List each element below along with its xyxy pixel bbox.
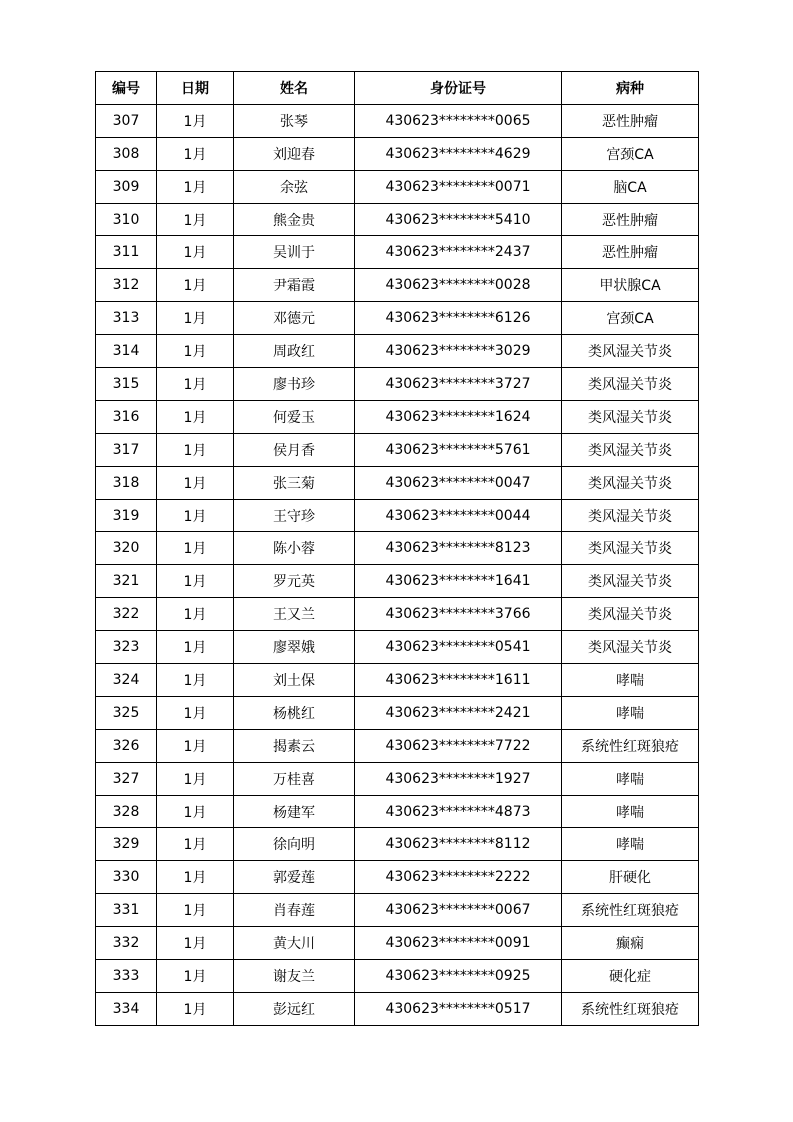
table-row <box>96 565 699 598</box>
cell-id-number: 430623********3766 <box>355 598 562 631</box>
cell-disease: 系统性红斑狼疮 <box>562 992 699 1025</box>
table-row <box>96 368 699 401</box>
cell-name: 尹霜霞 <box>234 269 355 302</box>
cell-date: 1月 <box>157 861 234 894</box>
cell-date: 1月 <box>157 664 234 697</box>
cell-id-number: 430623********3727 <box>355 368 562 401</box>
cell-name: 彭远红 <box>234 992 355 1025</box>
cell-date: 1月 <box>157 795 234 828</box>
cell-id-number: 430623********2437 <box>355 236 562 269</box>
cell-name: 熊金贵 <box>234 203 355 236</box>
table-row <box>96 960 699 993</box>
cell-date: 1月 <box>157 828 234 861</box>
cell-id-number: 430623********0517 <box>355 992 562 1025</box>
cell-number: 309 <box>96 170 157 203</box>
cell-id-number: 430623********0065 <box>355 104 562 137</box>
cell-date: 1月 <box>157 203 234 236</box>
cell-name: 张琴 <box>234 104 355 137</box>
cell-number: 315 <box>96 368 157 401</box>
table-row <box>96 433 699 466</box>
cell-id-number: 430623********5410 <box>355 203 562 236</box>
cell-disease: 宫颈CA <box>562 137 699 170</box>
cell-date: 1月 <box>157 433 234 466</box>
cell-date: 1月 <box>157 302 234 335</box>
cell-id-number: 430623********2222 <box>355 861 562 894</box>
table-row <box>96 236 699 269</box>
table-row <box>96 861 699 894</box>
cell-name: 陈小蓉 <box>234 532 355 565</box>
cell-number: 331 <box>96 894 157 927</box>
cell-disease: 硬化症 <box>562 960 699 993</box>
table-row <box>96 762 699 795</box>
cell-number: 312 <box>96 269 157 302</box>
cell-disease: 哮喘 <box>562 664 699 697</box>
cell-number: 316 <box>96 400 157 433</box>
cell-id-number: 430623********1624 <box>355 400 562 433</box>
cell-id-number: 430623********0044 <box>355 499 562 532</box>
cell-date: 1月 <box>157 236 234 269</box>
cell-name: 徐向明 <box>234 828 355 861</box>
cell-number: 314 <box>96 335 157 368</box>
cell-number: 334 <box>96 992 157 1025</box>
cell-id-number: 430623********0541 <box>355 631 562 664</box>
patient-records-table <box>95 71 699 1026</box>
cell-date: 1月 <box>157 729 234 762</box>
table-row <box>96 894 699 927</box>
cell-name: 刘土保 <box>234 664 355 697</box>
cell-name: 廖翠娥 <box>234 631 355 664</box>
cell-name: 黄大川 <box>234 927 355 960</box>
cell-number: 321 <box>96 565 157 598</box>
cell-date: 1月 <box>157 960 234 993</box>
cell-number: 318 <box>96 466 157 499</box>
cell-name: 刘迎春 <box>234 137 355 170</box>
cell-name: 罗元英 <box>234 565 355 598</box>
table-row <box>96 729 699 762</box>
cell-name: 吴训于 <box>234 236 355 269</box>
cell-number: 320 <box>96 532 157 565</box>
table-row <box>96 828 699 861</box>
cell-disease: 类风湿关节炎 <box>562 466 699 499</box>
cell-disease: 恶性肿瘤 <box>562 104 699 137</box>
cell-date: 1月 <box>157 368 234 401</box>
cell-id-number: 430623********0071 <box>355 170 562 203</box>
cell-number: 310 <box>96 203 157 236</box>
header-disease: 病种 <box>562 72 699 105</box>
cell-id-number: 430623********7722 <box>355 729 562 762</box>
table-header-row <box>96 72 699 105</box>
cell-number: 317 <box>96 433 157 466</box>
cell-disease: 类风湿关节炎 <box>562 631 699 664</box>
cell-id-number: 430623********1641 <box>355 565 562 598</box>
cell-disease: 类风湿关节炎 <box>562 598 699 631</box>
cell-number: 319 <box>96 499 157 532</box>
cell-name: 余弦 <box>234 170 355 203</box>
cell-number: 323 <box>96 631 157 664</box>
table-row <box>96 696 699 729</box>
cell-name: 廖书珍 <box>234 368 355 401</box>
table-row <box>96 137 699 170</box>
cell-number: 313 <box>96 302 157 335</box>
cell-id-number: 430623********8112 <box>355 828 562 861</box>
table-row <box>96 203 699 236</box>
cell-date: 1月 <box>157 335 234 368</box>
cell-date: 1月 <box>157 532 234 565</box>
cell-name: 肖春莲 <box>234 894 355 927</box>
cell-date: 1月 <box>157 598 234 631</box>
cell-date: 1月 <box>157 466 234 499</box>
cell-name: 郭爱莲 <box>234 861 355 894</box>
table-row <box>96 598 699 631</box>
cell-number: 333 <box>96 960 157 993</box>
table-row <box>96 499 699 532</box>
cell-date: 1月 <box>157 499 234 532</box>
cell-disease: 类风湿关节炎 <box>562 400 699 433</box>
table-row <box>96 400 699 433</box>
cell-number: 328 <box>96 795 157 828</box>
table-row <box>96 269 699 302</box>
cell-id-number: 430623********1927 <box>355 762 562 795</box>
cell-name: 张三菊 <box>234 466 355 499</box>
cell-disease: 哮喘 <box>562 696 699 729</box>
header-name: 姓名 <box>234 72 355 105</box>
cell-name: 王守珍 <box>234 499 355 532</box>
cell-date: 1月 <box>157 400 234 433</box>
cell-disease: 哮喘 <box>562 795 699 828</box>
cell-id-number: 430623********0047 <box>355 466 562 499</box>
cell-id-number: 430623********3029 <box>355 335 562 368</box>
cell-disease: 系统性红斑狼疮 <box>562 894 699 927</box>
cell-number: 329 <box>96 828 157 861</box>
cell-id-number: 430623********0091 <box>355 927 562 960</box>
cell-number: 324 <box>96 664 157 697</box>
table-row <box>96 170 699 203</box>
table-row <box>96 104 699 137</box>
cell-name: 万桂喜 <box>234 762 355 795</box>
cell-date: 1月 <box>157 137 234 170</box>
header-id-number: 身份证号 <box>355 72 562 105</box>
cell-disease: 宫颈CA <box>562 302 699 335</box>
cell-number: 326 <box>96 729 157 762</box>
cell-date: 1月 <box>157 631 234 664</box>
table-row <box>96 631 699 664</box>
cell-disease: 肝硬化 <box>562 861 699 894</box>
cell-id-number: 430623********0067 <box>355 894 562 927</box>
cell-name: 杨桃红 <box>234 696 355 729</box>
cell-disease: 系统性红斑狼疮 <box>562 729 699 762</box>
cell-id-number: 430623********6126 <box>355 302 562 335</box>
cell-date: 1月 <box>157 992 234 1025</box>
table-row <box>96 795 699 828</box>
cell-name: 何爱玉 <box>234 400 355 433</box>
cell-disease: 类风湿关节炎 <box>562 499 699 532</box>
cell-name: 谢友兰 <box>234 960 355 993</box>
cell-id-number: 430623********4629 <box>355 137 562 170</box>
cell-disease: 甲状腺CA <box>562 269 699 302</box>
cell-disease: 类风湿关节炎 <box>562 433 699 466</box>
cell-disease: 哮喘 <box>562 828 699 861</box>
table-row <box>96 466 699 499</box>
cell-name: 王又兰 <box>234 598 355 631</box>
table-row <box>96 532 699 565</box>
cell-id-number: 430623********0925 <box>355 960 562 993</box>
cell-name: 揭素云 <box>234 729 355 762</box>
cell-number: 308 <box>96 137 157 170</box>
table-row <box>96 335 699 368</box>
cell-number: 311 <box>96 236 157 269</box>
cell-number: 307 <box>96 104 157 137</box>
cell-disease: 哮喘 <box>562 762 699 795</box>
cell-id-number: 430623********0028 <box>355 269 562 302</box>
cell-id-number: 430623********2421 <box>355 696 562 729</box>
cell-date: 1月 <box>157 170 234 203</box>
cell-disease: 类风湿关节炎 <box>562 565 699 598</box>
cell-id-number: 430623********4873 <box>355 795 562 828</box>
cell-number: 332 <box>96 927 157 960</box>
cell-name: 邓德元 <box>234 302 355 335</box>
cell-disease: 癫痫 <box>562 927 699 960</box>
cell-name: 侯月香 <box>234 433 355 466</box>
cell-disease: 脑CA <box>562 170 699 203</box>
cell-date: 1月 <box>157 104 234 137</box>
cell-date: 1月 <box>157 696 234 729</box>
cell-date: 1月 <box>157 565 234 598</box>
cell-date: 1月 <box>157 762 234 795</box>
cell-number: 330 <box>96 861 157 894</box>
cell-name: 杨建军 <box>234 795 355 828</box>
cell-id-number: 430623********1611 <box>355 664 562 697</box>
document-page <box>95 71 699 1026</box>
cell-date: 1月 <box>157 927 234 960</box>
cell-date: 1月 <box>157 894 234 927</box>
cell-disease: 恶性肿瘤 <box>562 236 699 269</box>
cell-id-number: 430623********5761 <box>355 433 562 466</box>
table-row <box>96 992 699 1025</box>
cell-name: 周政红 <box>234 335 355 368</box>
table-row <box>96 302 699 335</box>
cell-date: 1月 <box>157 269 234 302</box>
cell-disease: 类风湿关节炎 <box>562 532 699 565</box>
cell-disease: 恶性肿瘤 <box>562 203 699 236</box>
cell-number: 322 <box>96 598 157 631</box>
table-row <box>96 664 699 697</box>
cell-id-number: 430623********8123 <box>355 532 562 565</box>
cell-number: 327 <box>96 762 157 795</box>
table-body <box>96 104 699 1025</box>
header-number: 编号 <box>96 72 157 105</box>
cell-disease: 类风湿关节炎 <box>562 368 699 401</box>
cell-number: 325 <box>96 696 157 729</box>
header-date: 日期 <box>157 72 234 105</box>
cell-disease: 类风湿关节炎 <box>562 335 699 368</box>
table-row <box>96 927 699 960</box>
